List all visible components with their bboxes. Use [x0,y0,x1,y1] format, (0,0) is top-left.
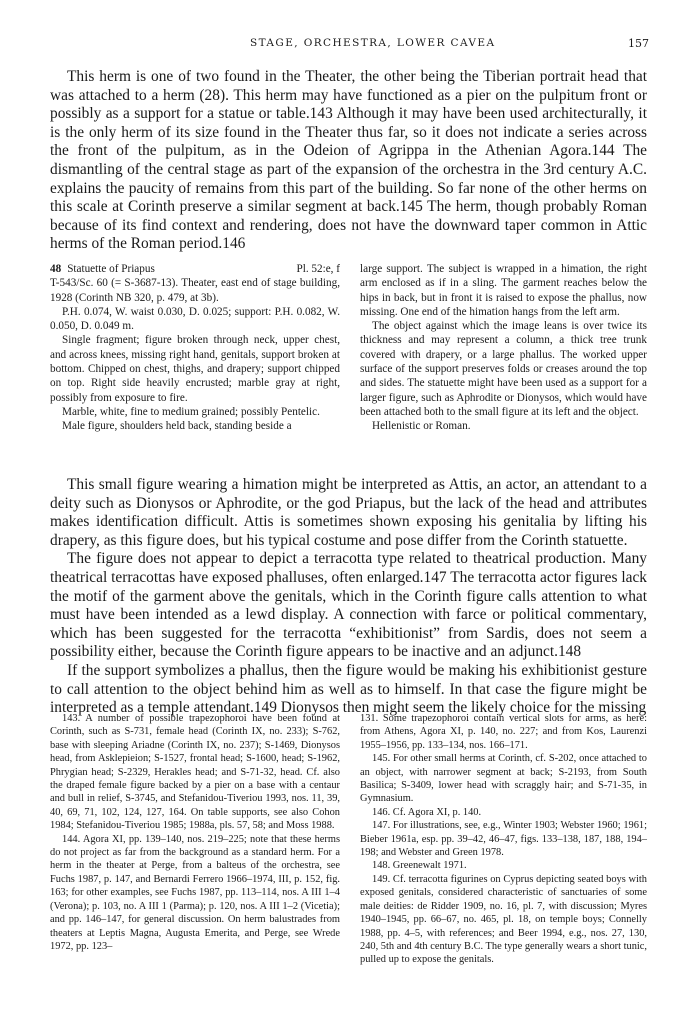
catalog-paragraph: Hellenistic or Roman. [372,420,471,433]
catalog-paragraph: The object against which the image leans is over twice its thickness and may represent a column, a thick tree trunk covered with drapery, or a large phallus. The worked upper surface of the support preserves folds or creases around the top and sides. The statuette might have been used as a support for a larger figure, such as Aphrodite or Dionysos, which would have been attached both to the small figure at its left and the object. [360,320,647,418]
catalog-paragraph: T-543/Sc. 60 (= S-3687-13). Theater, east end of stage building, 1928 (Corinth NB 320, p. 479, at 3b). [50,277,340,304]
footnote-continuation: 131. Some trapezophoroi contain vertical slots for arms, as here: from Athens, Agora XI, p. 140, no. 227; and from Kos, Laurenzi 1955–1956, pp. 133–134, nos. 166–171. [360,713,647,751]
footnotes-right-column [360,712,647,967]
footnote: 148. Greenewalt 1971. [372,860,467,872]
discussion-paragraph: The figure does not appear to depict a terracotta type related to theatrical production. Many theatrical terracottas have exposed phalluses, often enlarged.147 The terracotta actor figures lack the motif of the garment above the genitals, which in the Corinth figure calls attention to what must have been intended as a lewd display. A connection with farce or political commentary, which has been suggested for the terracotta “exhibitionist” from Sardis, does not seem a possibility either, because the Corinth figure appears to be inactive and an adjunct.148 [50,550,647,661]
footnote: 143. A number of possible trapezophoroi have been found at Corinth, such as S-731, female head (Corinth IX, no. 233); S-762, base with sleeping Ariadne (Corinth IX, no. 237); S-1469, Dionysos head, from Asklepieion; S-1527, frontal head; S-1600, head; S-1962, Phrygian head; S-2329, Herakles head; and S-71-32, head. Cf. also the draped female figure backed by a pier on a base with a centaur and bull in relief, S-3745, and Stefanidou-Tiveriou 1993, nos. 11, 39, 40, 69, 71, 102, 124, 127, 164. On table supports, see also Cohon 1984; Stefanidou-Tiveriou 1985; 1988a, pls. 57, 58; and Moss 1988. [50,713,340,832]
catalog-entry-right-column [360,262,647,434]
catalog-paragraph: Male figure, shoulders held back, standing beside a [62,420,292,433]
catalog-plate-reference: Pl. 52:e, f [296,263,340,275]
catalog-paragraph: Single fragment; figure broken through neck, upper chest, and across knees, missing right hand, genitals, support broken at bottom. Chipped on chest, thighs, and drapery; support chipped on top. Right side heavily encrusted; marble gray at right, possibly from exposure to fire. [50,334,340,404]
intro-section [50,68,647,254]
running-head: STAGE, ORCHESTRA, LOWER CAVEA [250,37,496,49]
catalog-paragraph: Marble, white, fine to medium grained; possibly Pentelic. [62,405,320,418]
discussion-paragraph: This small figure wearing a himation might be interpreted as Attis, an actor, an attendant to a deity such as Dionysos or Aphrodite, or the god Priapus, but the lack of the head and attributes makes identification difficult. Attis is sometimes shown exposing his genitalia by lifting his drapery, as this figure does, but his typical costume and pose differ from the Corinth statuette. [50,476,647,549]
footnote: 146. Cf. Agora XI, p. 140. [372,806,482,818]
intro-paragraph: This herm is one of two found in the Theater, the other being the Tiberian portrait head that was attached to a herm (28). This herm may have functioned as a pier on the pulpitum front or possibly as a support for a statue or table.143 Although it may have been used architecturally, it is the only herm of its size found in the Theater thus far, so it does not indicate a series across the front of the pulpitum, as in the Odeion of Agrippa in the Athenian Agora.144 The dismantling of the central stage as part of the expansion of the orchestra in the 3rd century A.C. explains the paucity of remains from this part of the building. So far none of the other herms on this scale at Corinth preserve a similar segment at back.145 The herm, though probably Roman because of its find context and rendering, does not have the downward taper common in Attic herms of the Roman period.146 [50,68,647,253]
catalog-paragraph: P.H. 0.074, W. waist 0.030, D. 0.025; support: P.H. 0.082, W. 0.050, D. 0.049 m. [50,305,340,333]
catalog-heading [50,262,340,276]
catalog-paragraph: large support. The subject is wrapped in a himation, the right arm enclosed as if in a sling. The garment reaches below the hips in back, but in front it is raised to expose the phallus, now missing. One end of the himation hangs from the left arm. [360,263,647,318]
footnote: 144. Agora XI, pp. 139–140, nos. 219–225; note that these herms do not project as far from the background as a standard herm. For a herm in the theater at Perge, from a balteus of the orchestra, see Fuchs 1987, p. 147, and Bernardi Ferrero 1966–1974, III, p. 152, fig. 163; for other examples, see Fuchs 1987, pp. 113–114, nos. A III 1–4 (Verona); p. 103, no. A III 1 (Parma); p. 120, nos. A III 1–2 (Vicetia); and pp. 146–147, for general discussion. On herm balustrades from theaters at Leptis Magna, Augusta Emerita, and Perge, see Wrede 1972, pp. 123– [50,833,340,952]
footnote: 145. For other small herms at Corinth, cf. S-202, once attached to an object, with narrower segment at back; S-2193, from South Basilica; S-3409, lower head with scraggly hair; and S-71-35, in Gymnasium. [360,753,647,805]
discussion-paragraph: If the support symbolizes a phallus, then the figure would be making his exhibitionist gesture to call attention to the object behind him as well as to himself. In that case the figure might be interpreted as a temple attendant.149 Dionysos then might seem the likely choice for the missing [50,661,647,717]
discussion-section [50,476,647,718]
catalog-entry-left-column [50,262,340,434]
footnotes-left-column [50,712,340,953]
catalog-number: 48 [50,263,62,275]
footnote: 149. Cf. terracotta figurines on Cyprus depicting seated boys with exposed genitals, considered characteristic of sanctuaries of some male deities: de Ridder 1909, no. 16, pl. 7, with discussion; Myres 1940–1945, pp. 66–67, no. 465, pl. 18, on temple boys; Connelly 1988, pp. 4–5, with references; and Beer 1994, e.g., nos. 27, 130, 240, 5th and 4th century B.C. The type generally wears a short tunic, pulled up to expose the genitals. [360,873,647,966]
footnote: 147. For illustrations, see, e.g., Winter 1903; Webster 1960; 1961; Bieber 1961a, esp. pp. 39–42, 46–47, figs. 133–138, 187, 188, 194–198; and Webster and Green 1978. [360,820,647,859]
catalog-title: Statuette of Priapus [67,263,155,275]
page-number: 157 [628,37,649,50]
